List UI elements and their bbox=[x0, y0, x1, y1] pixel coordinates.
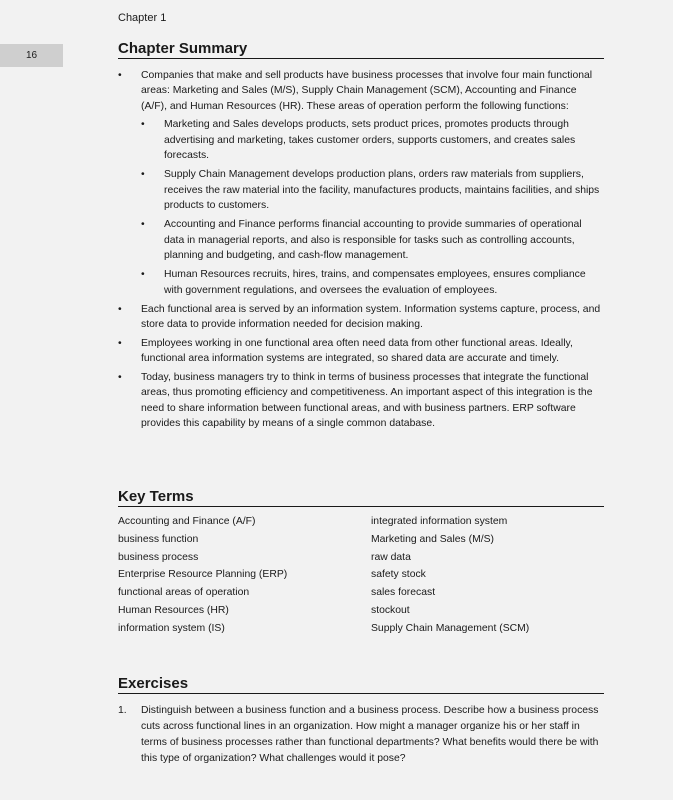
key-term: Supply Chain Management (SCM) bbox=[371, 622, 530, 634]
page-number: 16 bbox=[0, 44, 63, 67]
summary-bullet: • Each functional area is served by an information system. Information systems capture, process, and store data to provide information needed for decision making. bbox=[118, 302, 604, 333]
exercise-text: Distinguish between a business function and a business process. Describe how a business process cuts across functional lines in an organization. How might a manager organize his or her staff in terms of business processes rather than functional departments? What benefits would there be with this type of organization? What challenges would it pose? bbox=[141, 705, 599, 764]
key-terms-right-column bbox=[371, 514, 529, 639]
key-term: Human Resources (HR) bbox=[118, 604, 229, 616]
key-term: business process bbox=[118, 551, 199, 563]
functions-list bbox=[141, 117, 604, 298]
key-term: stockout bbox=[371, 604, 410, 616]
key-term: functional areas of operation bbox=[118, 587, 250, 599]
key-term: Marketing and Sales (M/S) bbox=[371, 533, 495, 545]
key-term: Accounting and Finance (A/F) bbox=[118, 516, 256, 527]
key-term: Enterprise Resource Planning (ERP) bbox=[118, 569, 288, 581]
key-term: safety stock bbox=[371, 569, 426, 581]
key-term: information system (IS) bbox=[118, 622, 225, 634]
exercise-item bbox=[118, 703, 604, 767]
exercises-heading: Exercises bbox=[118, 675, 604, 694]
chapter-summary bbox=[118, 68, 604, 435]
key-terms-left-column bbox=[118, 514, 287, 639]
key-term: business function bbox=[118, 533, 199, 545]
chapter-summary-heading: Chapter Summary bbox=[118, 40, 604, 59]
summary-bullet: • Employees working in one functional area often need data from other functional areas. Ideally, functional area information systems are integrated, so shared data are accurate and timely. bbox=[118, 336, 604, 367]
sub-bullet: • Supply Chain Management develops production plans, orders raw materials from suppliers, receives the raw material into the facility, manufactures products, maintains facilities, and ships products to customers. bbox=[141, 167, 604, 213]
running-head: Chapter 1 bbox=[118, 12, 167, 24]
sub-bullet: • Human Resources recruits, hires, trains, and compensates employees, ensures compliance with government regulations, and oversees the evaluation of employees. bbox=[141, 267, 604, 298]
summary-bullet: • Today, business managers try to think in terms of business processes that integrate the functional areas, thus promoting efficiency and competitiveness. An important aspect of this integration is the need to share information between functional areas, and with business partners. ERP software provides this capability by means of a single common database. bbox=[118, 370, 604, 432]
key-term: sales forecast bbox=[371, 587, 436, 599]
sub-bullet: • Marketing and Sales develops products, sets product prices, promotes products through advertising and marketing, takes customer orders, supports customers, and creates sales forecasts. bbox=[141, 117, 604, 163]
exercise-number: 1. bbox=[118, 705, 127, 716]
sub-bullet: • Accounting and Finance performs financial accounting to provide summaries of operational data in managerial reports, and also is responsible for tasks such as controlling accounts, planning and budgeting, and cash-flow management. bbox=[141, 217, 604, 263]
key-term: integrated information system bbox=[371, 516, 508, 527]
key-term: raw data bbox=[371, 551, 411, 563]
key-terms-heading: Key Terms bbox=[118, 488, 604, 507]
summary-bullet: • Companies that make and sell products have business processes that involve four main functional areas: Marketing and Sales (M/S), Supply Chain Management (SCM), Accounting and Finance (A/F), and Human Resources (HR). These areas of operation perform the following functions: • Marketing and Sales develops products, sets product prices, promotes products through advertising and marketing, takes customer orders, supports customers, and creates sales forecasts. • Supply Chain Management develops production plans, orders raw materials from suppliers, receives the raw material into the facility, manufactures products, maintains facilities, and ships products to customers. • Accounting and Finance performs financial accounting to provide summaries of operational data in managerial reports, and also is responsible for tasks such as controlling accounts, planning and budgeting, and cash-flow management. • Human Resources recruits, hires, trains, and compensates employees, ensures compliance with government regulations, and oversees the evaluation of employees. bbox=[118, 68, 604, 298]
